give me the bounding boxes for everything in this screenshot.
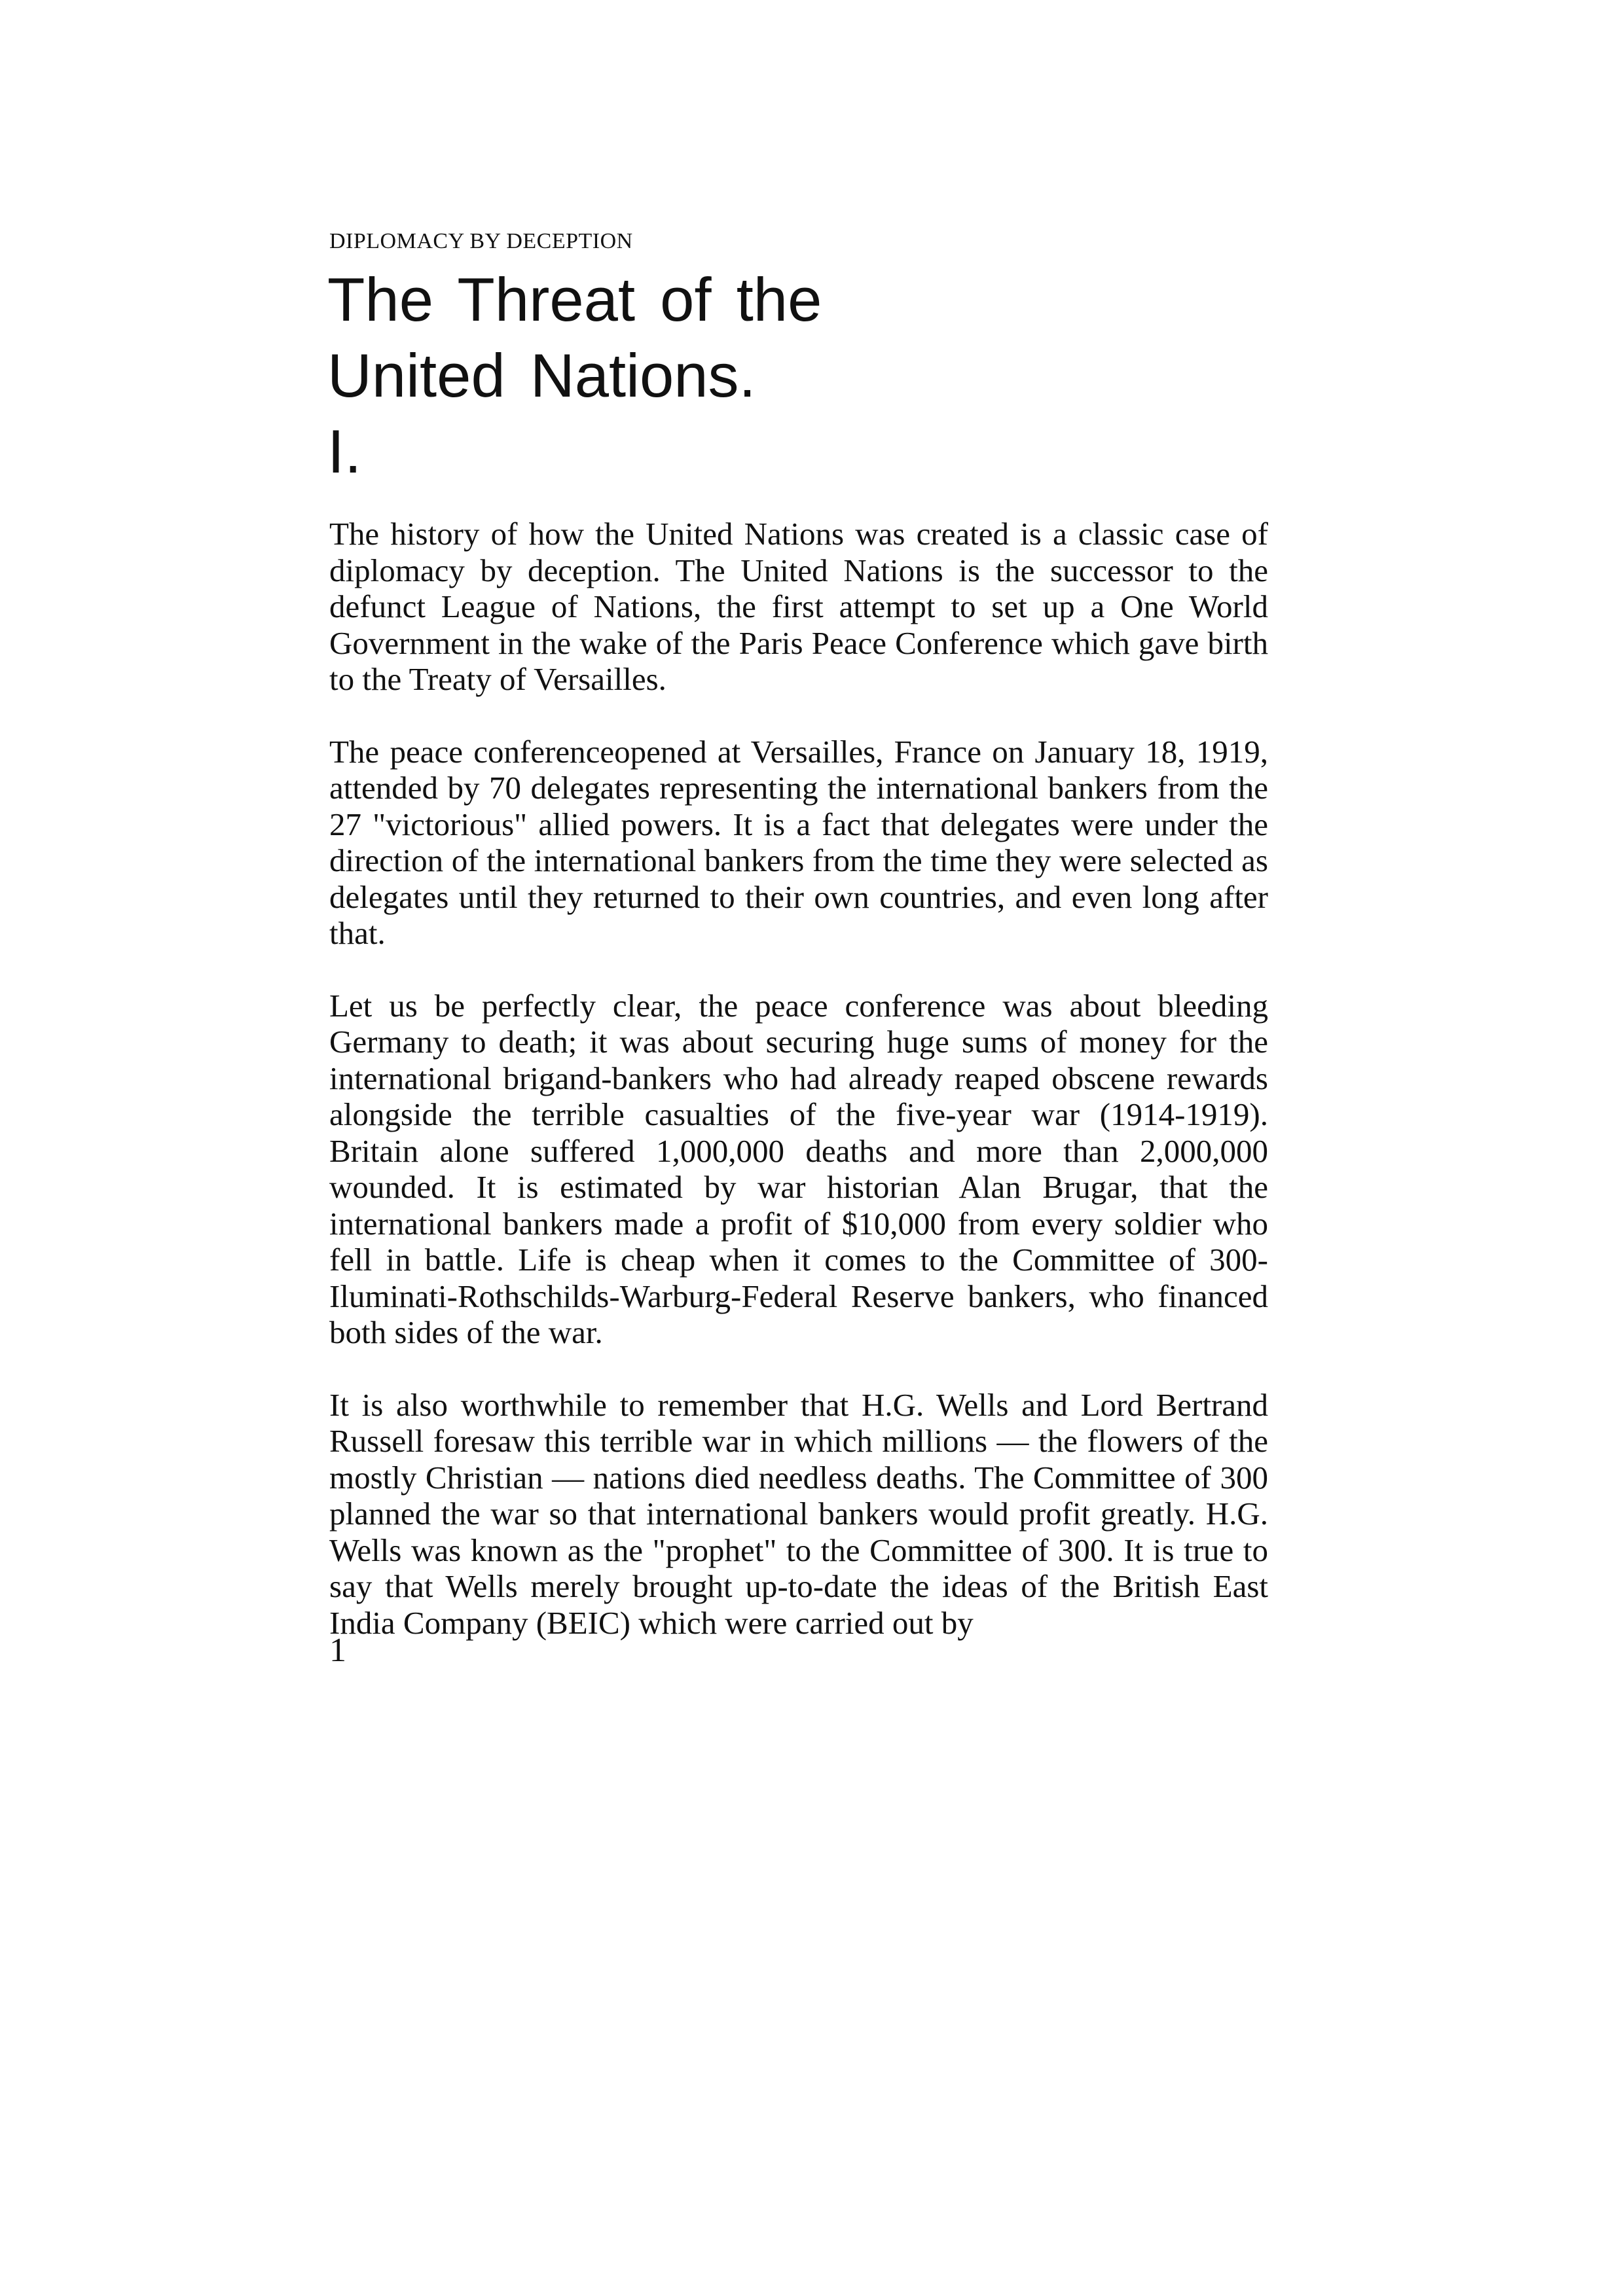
chapter-title-line-1: The Threat of the [327, 265, 822, 334]
paragraph: The peace conferenceopened at Versailles, France on January 18, 1919, attended by 70 delegates representing the international bankers from the 27 "victorious" allied powers. It is a fact that delegates were under the direction of the international bankers from the time they were selected as delegates until they returned to their own countries, and even long after that. [329, 733, 1268, 951]
paragraph: Let us be perfectly clear, the peace conference was about bleeding Germany to death; it was about securing huge sums of money for the international brigand-bankers who had already reaped obscene rewards alongside the terrible casualties of the five-year war (1914-1919). Britain alone suffered 1,000,000 deaths and more than 2,000,000 wounded. It is estimated by war historian Alan Brugar, that the international bankers made a profit of $10,000 from every soldier who fell in battle. Life is cheap when it comes to the Committee of 300-Iluminati-Rothschilds-Warburg-Federal Reserve bankers, who financed both sides of the war. [329, 987, 1268, 1350]
body-text [329, 516, 1268, 1677]
chapter-title-line-2: United Nations. [327, 341, 756, 410]
chapter-number: I. [327, 417, 362, 486]
page-number: 1 [329, 1632, 346, 1669]
chapter-title [327, 262, 1244, 490]
paragraph: The history of how the United Nations was created is a classic case of diplomacy by deception. The United Nations is the successor to the defunct League of Nations, the first attempt to set up a One World Government in the wake of the Paris Peace Conference which gave birth to the Treaty of Versailles. [329, 516, 1268, 697]
paragraph: It is also worthwhile to remember that H.G. Wells and Lord Bertrand Russell foresaw this terrible war in which millions — the flowers of the mostly Christian — nations died needless deaths. The Committee of 300 planned the war so that international bankers would profit greatly. H.G. Wells was known as the "prophet" to the Committee of 300. It is true to say that Wells merely brought up-to-date the ideas of the British East India Company (BEIC) which were carried out by [329, 1386, 1268, 1641]
running-head: DIPLOMACY BY DECEPTION [329, 229, 633, 253]
